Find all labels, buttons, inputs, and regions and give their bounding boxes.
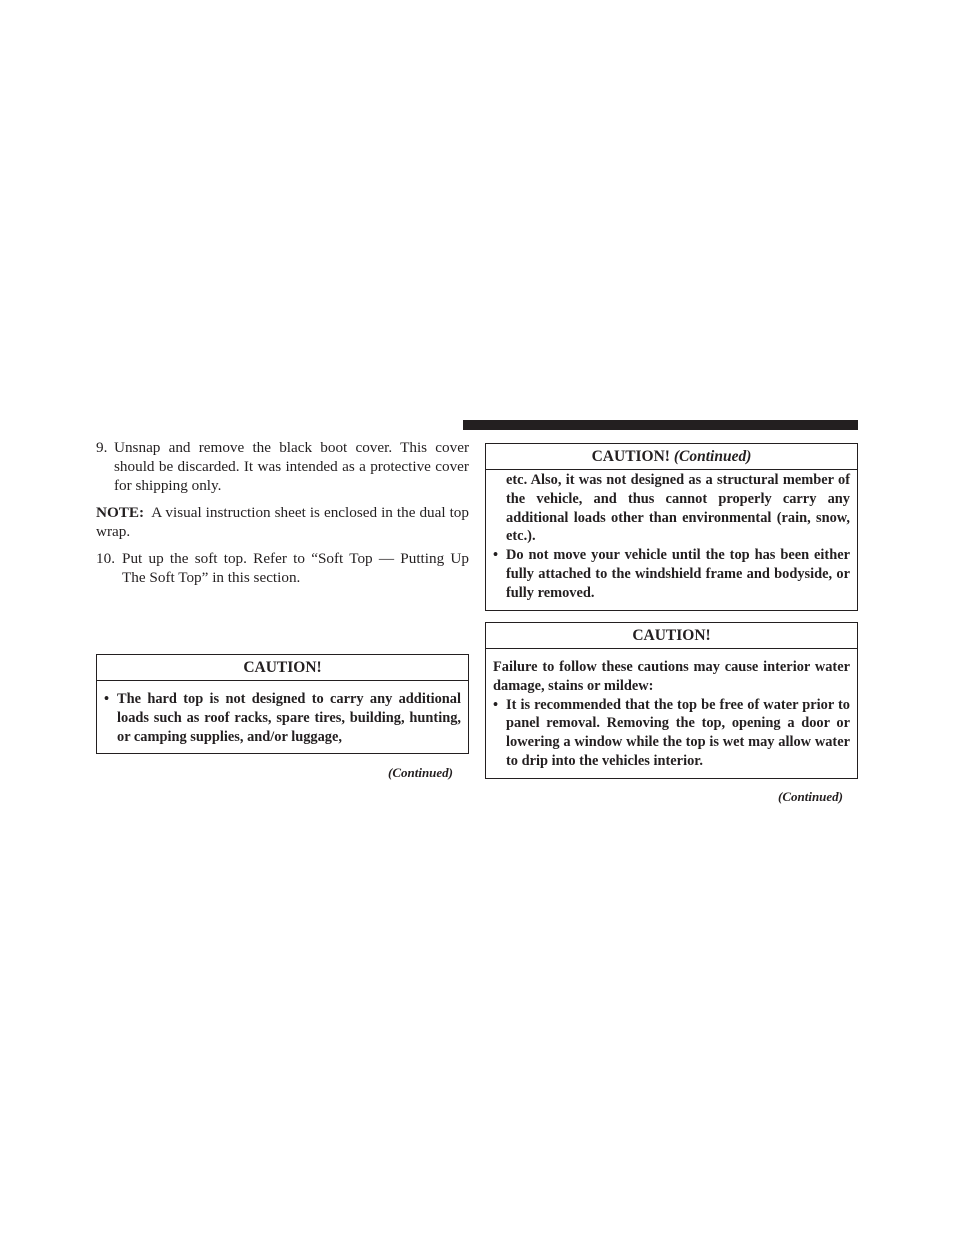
caution-bullet: [493, 696, 850, 771]
caution-bullet: [493, 546, 850, 602]
note: [96, 503, 469, 541]
caution-bullet-text: It is recommended that the top be free of water prior to panel removal. Removing the top, opening a door or lowering a window while the top is wet may allow water to drip into the vehicles interior.: [506, 696, 850, 769]
continued-label-right: (Continued): [778, 789, 844, 804]
step-10: [96, 549, 469, 587]
caution-body: [486, 649, 857, 771]
bullet-icon: •: [493, 547, 499, 564]
step-text: Unsnap and remove the black boot cover. This cover should be discarded. It was intended as a protective cover for shipping only.: [114, 439, 469, 494]
caution-heading: [486, 444, 857, 470]
caution-continuation-text: etc. Also, it was not designed as a structural member of the vehicle, and thus cannot properly carry any additional loads other than environmental (rain, snow, etc.).: [506, 472, 850, 545]
bullet-icon: •: [493, 696, 499, 713]
step-text: Put up the soft top. Refer to “Soft Top — Putting Up The Soft Top” in this section.: [122, 550, 469, 586]
section-header-bar: [463, 420, 858, 430]
caution-body: [486, 470, 857, 603]
step-9: [96, 438, 469, 495]
caution-intro: Failure to follow these cautions may cause interior water damage, stains or mildew:: [493, 659, 850, 694]
note-text: A visual instruction sheet is enclosed in the dual top wrap.: [96, 504, 469, 540]
caution-box-continued: [485, 443, 858, 611]
caution-heading-text: CAUTION!: [591, 448, 670, 465]
bullet-icon: •: [104, 691, 110, 707]
caution-box-water-damage: [485, 622, 858, 779]
caution-body: [97, 681, 468, 746]
left-column: [96, 438, 469, 587]
caution-box-hard-top: [96, 654, 469, 754]
caution-bullet-text: The hard top is not designed to carry any additional loads such as roof racks, spare tires, building, hunting, or camping supplies, and/or luggage,: [117, 691, 461, 745]
step-number: 9.: [96, 439, 108, 456]
continued-label-left: (Continued): [388, 765, 454, 780]
caution-bullet: [104, 690, 461, 746]
caution-heading-suffix: (Continued): [673, 448, 752, 465]
note-label: NOTE:: [96, 504, 145, 521]
step-number: 10.: [96, 550, 115, 567]
caution-heading: CAUTION!: [97, 655, 468, 681]
caution-bullet-text: Do not move your vehicle until the top has been either fully attached to the windshield frame and bodyside, or fully removed.: [506, 547, 850, 601]
caution-heading: CAUTION!: [486, 623, 857, 649]
